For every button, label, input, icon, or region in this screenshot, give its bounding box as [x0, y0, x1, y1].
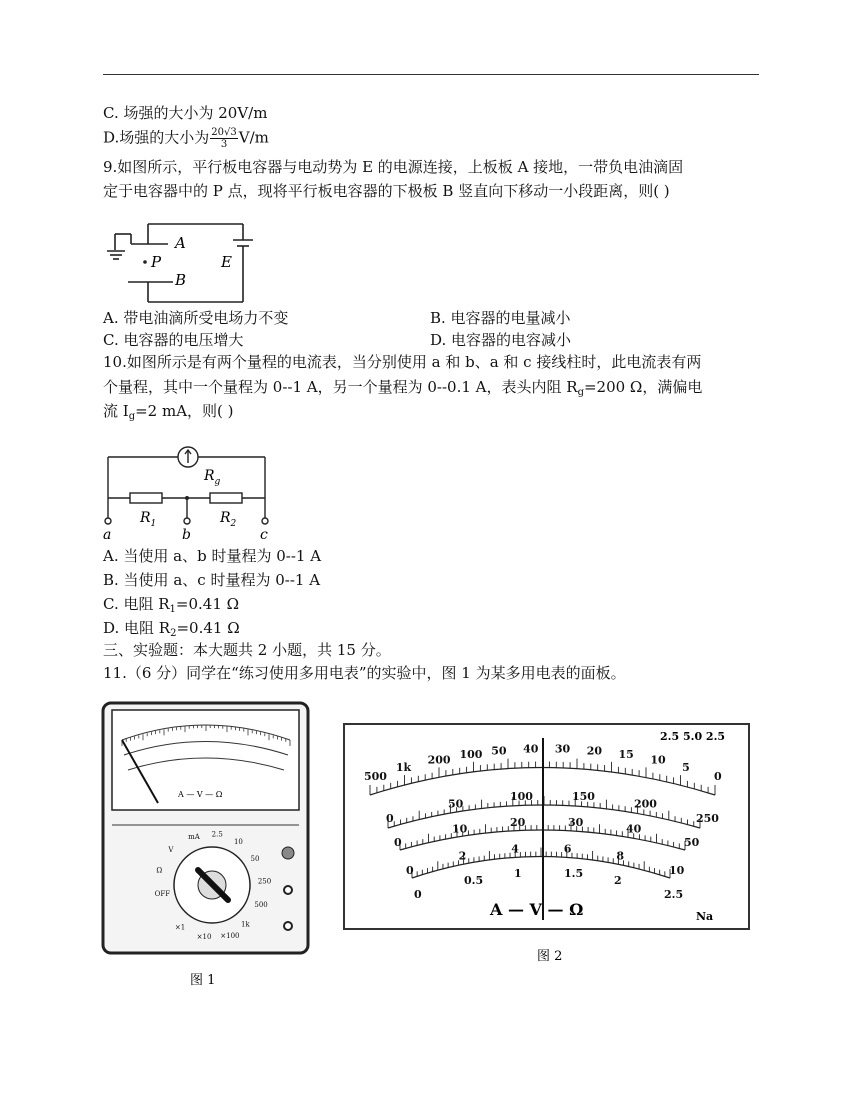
selector-label: V: [168, 846, 174, 855]
selector-label: 2.5: [211, 830, 223, 839]
fig2-scale-label: 1.5: [564, 866, 584, 880]
fig2-scale-label: 100: [459, 748, 483, 762]
q9-option-d: D. 电容器的电容减小: [430, 331, 572, 349]
fig2-scale-label: 10: [650, 753, 666, 767]
label-e: E: [221, 253, 232, 271]
fig2-scale-label: 0: [406, 864, 414, 877]
q11-stem: 11.（6 分）同学在“练习使用多用电表”的实验中，图 1 为某多用电表的面板。: [103, 664, 626, 682]
q10-option-b: B. 当使用 a、c 时量程为 0--1 A: [103, 571, 321, 589]
selector-label: mA: [188, 833, 200, 842]
capacitor-circuit-figure: [103, 222, 253, 307]
q10-option-d: D. 电阻 $R_2=0.41$ Ω: [103, 619, 240, 639]
q10-stem-line3: 流 $I_g=2$ mA，则( ): [103, 402, 234, 422]
fig2-scale-label: 250: [696, 812, 719, 825]
label-c-terminal: c: [260, 527, 268, 540]
fig2-scale-label: 40: [626, 822, 642, 836]
fig2-scale-label: 0.5: [464, 873, 484, 887]
fig2-scale-label: 20: [586, 744, 603, 758]
q10-stem-line1: 10.如图所示是有两个量程的电流表，当分别使用 a 和 b、a 和 c 接线柱时，此电流表有两: [103, 353, 702, 371]
fig2-scale-label: 0: [714, 770, 722, 783]
fig2-scale-label: 2: [614, 873, 622, 887]
label-r1: $R_1$: [140, 510, 157, 529]
q9-option-a: A. 带电油滴所受电场力不变: [103, 309, 289, 327]
label-a: A: [175, 234, 186, 252]
fig2-scale-label: 50: [684, 836, 700, 849]
fig2-scale-label: 10: [669, 864, 685, 877]
fig2-scale-label: 30: [568, 815, 584, 829]
fig2-scale-label: 150: [572, 789, 595, 803]
fig2-caption: 图 2: [537, 949, 563, 964]
q10-stem-line2: 个量程，其中一个量程为 0--1 A，另一个量程为 0--0.1 A，表头内阻 $R_g=200$ Ω，满偏电: [103, 378, 703, 398]
q9-stem-line1: 9.如图所示，平行板电容器与电动势为 E 的电源连接，上板板 A 接地，一带负电油滴固: [103, 158, 684, 176]
selector-label: ×1: [174, 923, 186, 932]
fig2-scale-label: 6: [563, 842, 572, 856]
fig2-scale-label: 10: [452, 822, 468, 836]
fig1-caption: 图 1: [190, 973, 216, 988]
label-a-terminal: a: [103, 527, 112, 540]
selector-label: 1k: [240, 920, 250, 929]
fig1-scale-text: A — V — Ω: [178, 790, 223, 799]
fig2-scale-label: 40: [523, 742, 539, 756]
fig2-scale-label: 50: [491, 744, 507, 758]
fig2-scale-label: 0: [394, 836, 402, 849]
q9-option-c: C. 电容器的电压增大: [103, 331, 244, 349]
q8-option-d: D.场强的大小为 $\frac{20√3}{3}$ V/m: [103, 127, 269, 150]
fig2-scale-label: 20: [510, 815, 526, 829]
selector-label: 10: [233, 838, 243, 847]
fig2-scale-label: 500: [364, 770, 387, 783]
section-3-heading: 三、实验题：本大题共 2 小题，共 15 分。: [103, 641, 391, 659]
fraction: $\frac{20√3}{3}$: [211, 127, 237, 150]
multimeter-panel-figure: [100, 700, 315, 995]
selector-label: ×100: [220, 932, 240, 941]
fig2-scale-label: 50: [448, 797, 464, 811]
fig2-corner: Na: [696, 910, 714, 923]
label-b: B: [175, 271, 187, 289]
fig2-scale-label: 1: [514, 866, 522, 880]
fig2-unit-text: A — V — Ω: [490, 900, 584, 919]
selector-label: OFF: [154, 890, 171, 899]
fig2-scale-label: 1k: [395, 760, 412, 774]
label-r2: $R_2$: [220, 510, 237, 529]
fig2-scale-label: 30: [554, 742, 571, 756]
meter-scale-figure: [340, 700, 760, 970]
selector-label: ×10: [196, 933, 212, 942]
q9-stem-line2: 定于电容器中的 P 点，现将平行板电容器的下极板 B 竖直向下移动一小段距离，则( ): [103, 182, 670, 200]
fig2-scale-label: 0: [386, 812, 394, 825]
fig2-scale-label: 0: [414, 888, 422, 901]
fig2-scale-label: 5: [682, 760, 690, 774]
fig2-scale-label: 200: [634, 797, 657, 811]
selector-label: Ω: [156, 866, 163, 875]
q10-option-c: C. 电阻 $R_1=0.41$ Ω: [103, 595, 240, 615]
label-p: P: [151, 253, 162, 271]
fig2-scale-label: 2.5: [664, 888, 684, 901]
oil-drop-point: [143, 260, 147, 264]
fig2-scale-label: 100: [510, 789, 533, 803]
q9-option-b: B. 电容器的电量减小: [430, 309, 571, 327]
header-rule: [103, 74, 759, 75]
label-rg: $R_g$: [204, 468, 221, 487]
fig2-scale-label: 200: [427, 753, 451, 767]
ammeter-circuit-figure: [100, 440, 280, 540]
selector-label: 500: [254, 901, 268, 910]
q10-option-a: A. 当使用 a、b 时量程为 0--1 A: [103, 547, 322, 565]
selector-label: 50: [250, 855, 260, 864]
fig2-scale-label: 15: [618, 748, 634, 762]
fig2-top-right: 2.5 5.0 2.5: [660, 730, 726, 743]
fig2-scale-label: 2: [458, 849, 467, 863]
q8-option-c: C. 场强的大小为 20V/m: [103, 104, 268, 122]
fig2-scale-label: 8: [616, 849, 625, 863]
fig2-scale-label: 4: [511, 842, 519, 856]
selector-label: 250: [257, 877, 272, 886]
label-b-terminal: b: [182, 527, 191, 540]
